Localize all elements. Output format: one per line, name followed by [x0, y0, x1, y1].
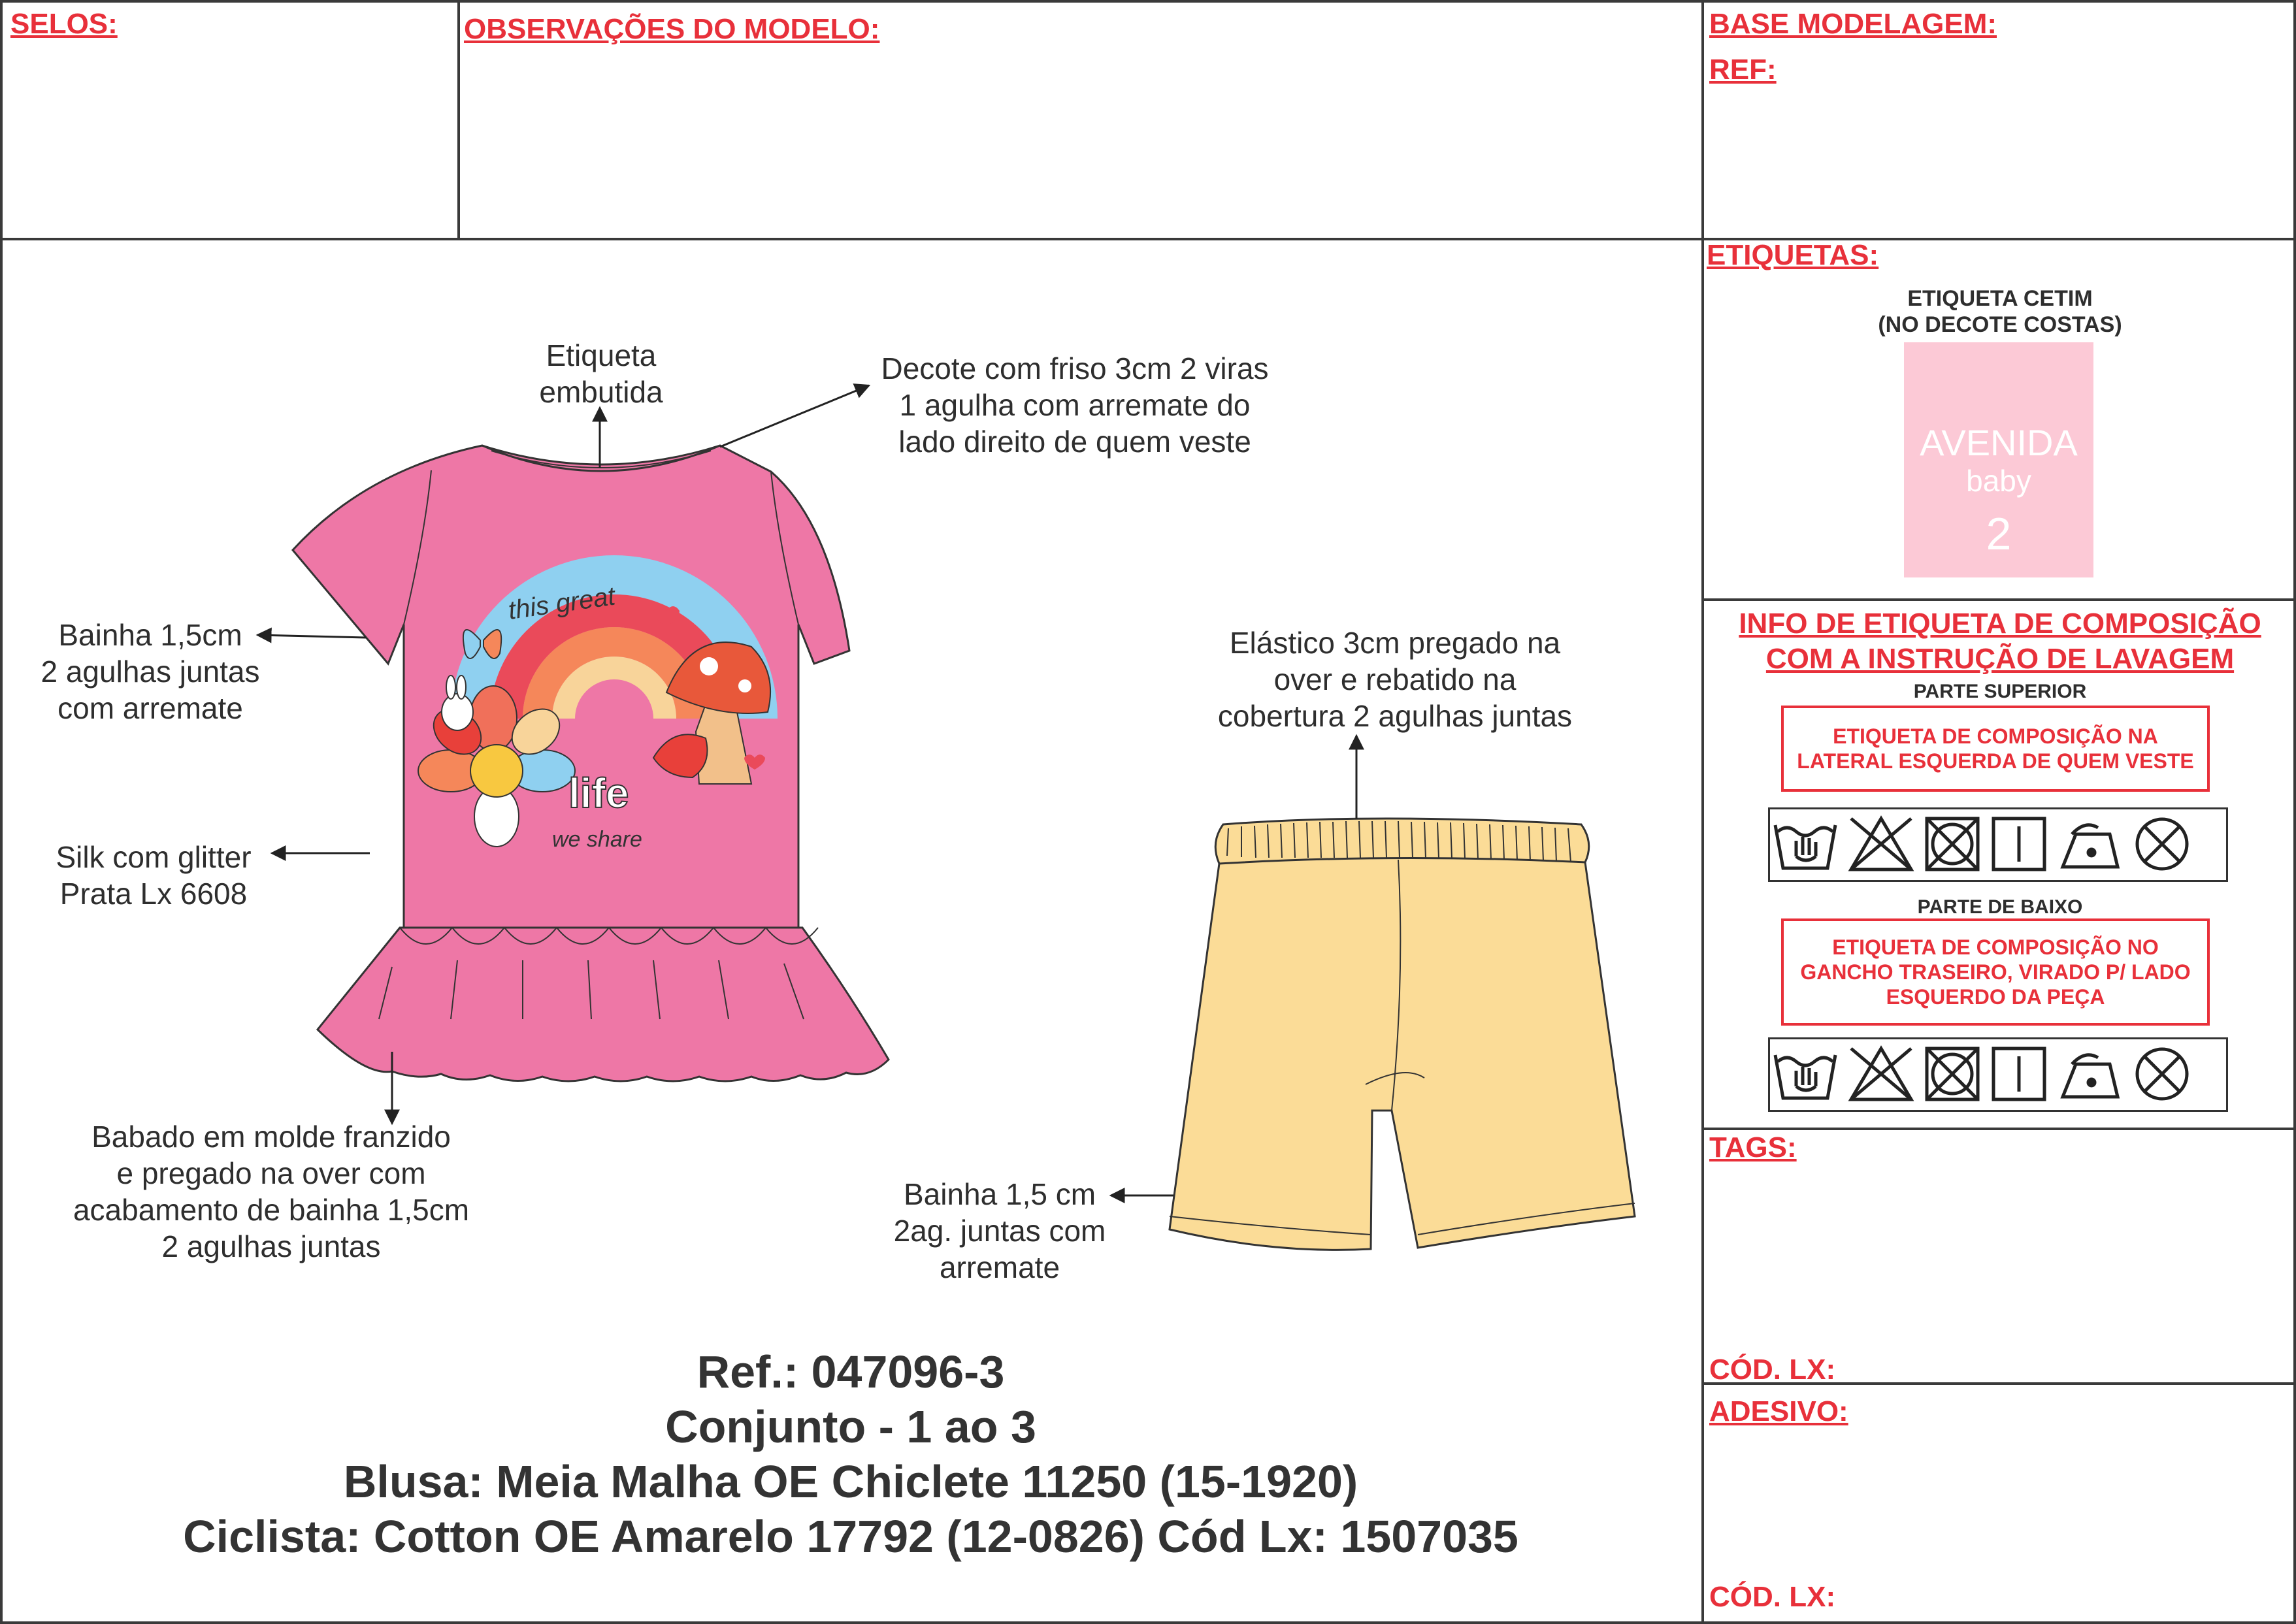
print-bottom: we share [552, 827, 642, 852]
note-bainha-short [862, 1176, 1137, 1286]
note-etiqueta-l2: embutida [539, 375, 663, 409]
tshirt-ruffle [318, 928, 889, 1081]
note-bainha [20, 617, 281, 726]
composicao-title-1: INFO DE ETIQUETA DE COMPOSIÇÃO [1739, 608, 2261, 640]
cetim-line2: (NO DECOTE COSTAS) [1878, 312, 2122, 337]
cetim-line1: ETIQUETA CETIM [1907, 286, 2093, 311]
note-bainha-l1: Bainha 1,5cm [58, 618, 242, 652]
observacoes-title: OBSERVAÇÕES DO MODELO: [464, 13, 880, 45]
note-decote-l3: lado direito de quem veste [898, 425, 1251, 459]
care-symbols-bottom [1768, 1037, 2228, 1112]
ref-title: REF: [1709, 54, 1777, 86]
iron-low-icon [2063, 1055, 2118, 1097]
hand-wash-icon [1775, 825, 1835, 868]
note-babado-l3: acabamento de bainha 1,5cm [73, 1193, 470, 1227]
note-silk-l2: Prata Lx 6608 [59, 877, 248, 911]
no-dry-clean-icon [2137, 819, 2187, 869]
note-babado-l2: e pregado na over com [116, 1156, 426, 1190]
print-top: this great [506, 581, 617, 625]
parte-superior-label: PARTE SUPERIOR [1913, 681, 2087, 702]
composicao-title-2: COM A INSTRUÇÃO DE LAVAGEM [1765, 643, 2235, 675]
brand-label-size: 2 [1986, 508, 2012, 559]
tags-title: TAGS: [1709, 1131, 1797, 1163]
note-elastico [1176, 625, 1614, 734]
line-dry-icon [1993, 819, 2044, 869]
no-bleach-icon [1851, 1048, 1911, 1099]
no-tumble-dry-icon [1927, 819, 1978, 869]
note-bainha-short-l3: arremate [939, 1250, 1060, 1284]
note-decote-l1: Decote com friso 3cm 2 viras [881, 351, 1269, 385]
superior-composition-box: ETIQUETA DE COMPOSIÇÃO NA LATERAL ESQUERDA DE QUEM VESTE [1781, 706, 2210, 792]
no-bleach-icon [1851, 819, 1911, 869]
note-etiqueta-l1: Etiqueta [546, 338, 657, 372]
ref-line1: Ref.: 047096-3 [697, 1346, 1005, 1397]
ref-line3: Blusa: Meia Malha OE Chiclete 11250 (15-1920) [343, 1456, 1358, 1507]
parte-baixo-label: PARTE DE BAIXO [1917, 896, 2083, 918]
tshirt-drawing [293, 446, 889, 1081]
note-babado-l4: 2 agulhas juntas [161, 1229, 381, 1263]
note-etiqueta [510, 337, 693, 410]
tags-box [1701, 1128, 2296, 1385]
note-silk [26, 839, 281, 912]
note-decote-l2: 1 agulha com arremate do [899, 388, 1251, 422]
adesivo-title: ADESIVO: [1709, 1395, 1848, 1427]
iron-low-icon [2063, 825, 2118, 867]
tags-cod: CÓD. LX: [1709, 1354, 1836, 1386]
note-babado [39, 1118, 503, 1265]
ref-line2: Conjunto - 1 ao 3 [665, 1401, 1036, 1452]
note-silk-l1: Silk com glitter [56, 840, 252, 874]
note-bainha-l3: com arremate [57, 691, 243, 725]
base-modelagem-title: BASE MODELAGEM: [1709, 8, 1997, 40]
shorts-body [1170, 819, 1635, 1250]
brand-label-sub: baby [1966, 464, 2031, 498]
note-bainha-short-l2: 2ag. juntas com [893, 1214, 1106, 1248]
print-middle: life [568, 770, 629, 817]
no-dry-clean-icon [2137, 1049, 2187, 1099]
no-tumble-dry-icon [1927, 1048, 1978, 1099]
etiquetas-title: ETIQUETAS: [1707, 239, 1879, 271]
baixo-composition-box: ETIQUETA DE COMPOSIÇÃO NO GANCHO TRASEIRO, VIRADO P/ LADO ESQUERDO DA PEÇA [1781, 918, 2210, 1026]
note-babado-l1: Babado em molde franzido [91, 1120, 451, 1154]
care-symbols-top [1768, 807, 2228, 882]
selos-title: SELOS: [10, 8, 118, 40]
note-elastico-l3: cobertura 2 agulhas juntas [1217, 699, 1573, 733]
brand-label-name: AVENIDA [1920, 422, 2078, 463]
shorts-drawing [1170, 819, 1635, 1250]
note-bainha-short-l1: Bainha 1,5 cm [903, 1177, 1096, 1211]
note-elastico-l2: over e rebatido na [1273, 662, 1517, 696]
line-dry-icon [1993, 1048, 2044, 1099]
hand-wash-icon [1775, 1055, 1835, 1098]
note-elastico-l1: Elástico 3cm pregado na [1229, 626, 1561, 660]
note-decote [849, 350, 1300, 460]
note-bainha-l2: 2 agulhas juntas [41, 655, 260, 689]
brand-label [1904, 342, 2093, 577]
ref-line4: Ciclista: Cotton OE Amarelo 17792 (12-0826) Cód Lx: 1507035 [183, 1511, 1518, 1562]
adesivo-cod: CÓD. LX: [1709, 1581, 1836, 1613]
